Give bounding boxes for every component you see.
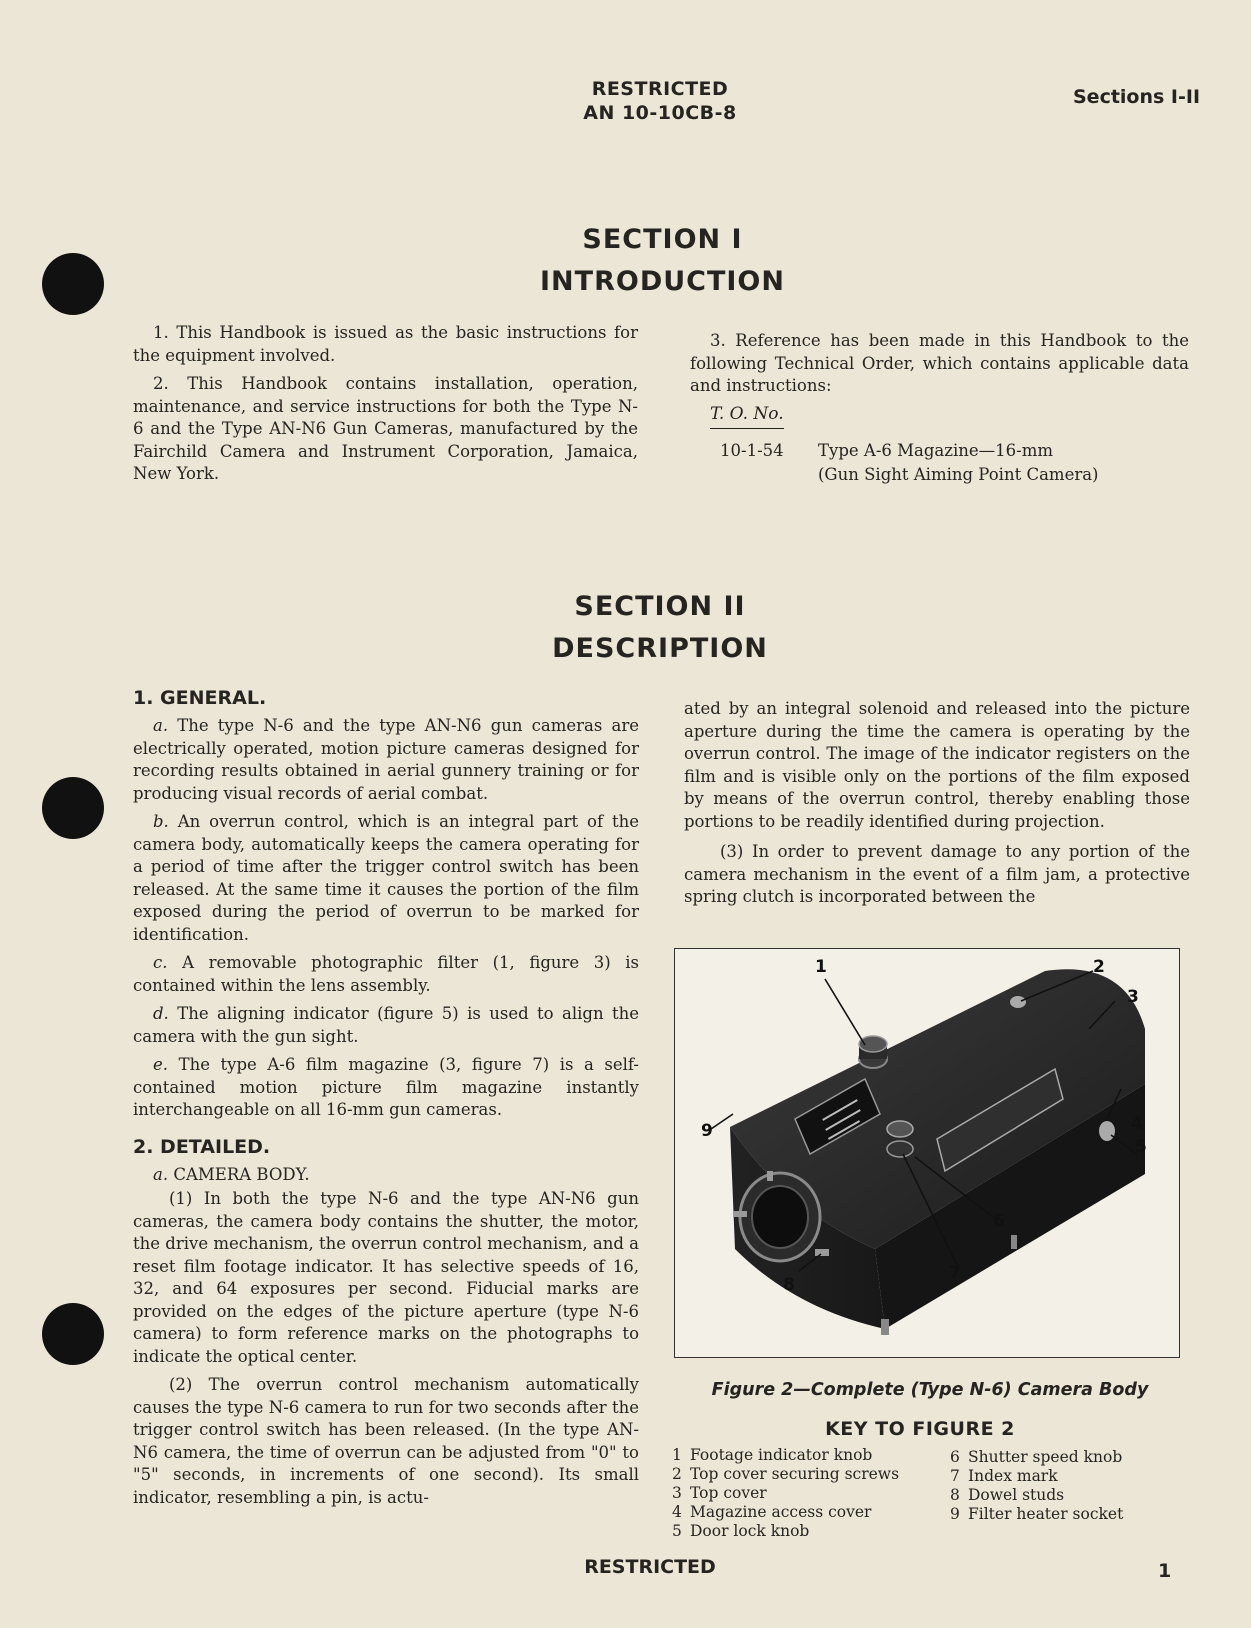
section1-left-column (133, 322, 638, 492)
header-restricted: RESTRICTED (591, 78, 729, 100)
binder-hole-middle (42, 777, 104, 839)
section2-title: DESCRIPTION (552, 633, 768, 664)
callout-9: 9 (701, 1121, 713, 1141)
camera-body-illustration (675, 949, 1179, 1357)
header-doc-number: AN 10-10CB-8 (583, 102, 737, 124)
binder-hole-bottom (42, 1303, 104, 1365)
callout-4: 4 (1131, 1114, 1143, 1134)
section1-title: INTRODUCTION (540, 266, 785, 297)
key-item-9: 9 Filter heater socket (950, 1505, 1124, 1523)
general-heading: 1. GENERAL. (133, 687, 267, 709)
detailed-a1: (1) In both the type N-6 and the type AN-N6 gun cameras, the camera body contains the shutter, the motor, the drive mechanism, the overrun control mechanism, and a reset film footage indicator. It has selective speeds of 16, 32, and 64 exposures per second. Fiducial marks are provided on the edges of the picture aperture (type N-6 camera) to form reference marks on the photographs to indicate the optical center. (133, 1189, 640, 1366)
to-table (690, 404, 1189, 487)
to-header: T. O. No. (710, 404, 784, 429)
detailed-a2-cont: ated by an integral solenoid and released into the picture aperture during the time the camera is operating by the overrun control. The image of the indicator registers on the film and is visible only on the portions of the film exposed by means of the overrun control, thereby enabling those portions to be readily identified during projection. (684, 699, 1190, 831)
general-d: d. The aligning indicator (figure 5) is used to align the camera with the gun sight. (133, 1004, 639, 1046)
section2-heading: SECTION II (574, 591, 746, 622)
to-number: 10-1-54 (720, 440, 784, 460)
section1-para2: 2. This Handbook contains installation, operation, maintenance, and service instructions for both the Type N-6 and the Type AN-N6 Gun Cameras, manufactured by the Fairchild Camera and Instrument Corporation, Jamaica, New York. (133, 374, 638, 483)
to-desc-line2: (Gun Sight Aiming Point Camera) (818, 464, 1099, 484)
camera-body-photo (674, 948, 1180, 1358)
key-item-3: 3 Top cover (672, 1484, 767, 1502)
key-title: KEY TO FIGURE 2 (825, 1418, 1015, 1440)
callout-6: 6 (993, 1211, 1005, 1231)
to-desc-line1: Type A-6 Magazine—16-mm (818, 440, 1053, 460)
detailed-heading: 2. DETAILED. (133, 1135, 271, 1158)
general-b: b. An overrun control, which is an integral part of the camera body, automatically keeps the camera operating for a period of time after the trigger control switch has been released. At the same time it causes the portion of the film exposed during the period of overrun to be marked for identification. (133, 812, 639, 944)
header-sections-label: Sections I-II (1073, 86, 1201, 108)
detailed-a: a. CAMERA BODY. (153, 1164, 310, 1184)
binder-hole-top (42, 253, 104, 315)
key-item-8: 8 Dowel studs (950, 1486, 1065, 1504)
detailed-a3: (3) In order to prevent damage to any portion of the camera mechanism in the event of a film jam, a protective spring clutch is incorporated between the (684, 842, 1190, 906)
key-left-list (672, 1446, 899, 1541)
figure-caption: Figure 2—Complete (Type N-6) Camera Body (711, 1380, 1149, 1400)
section1-right-column (690, 330, 1189, 487)
callout-1: 1 (815, 957, 827, 977)
section1-heading: SECTION I (582, 224, 743, 255)
callout-5: 5 (1135, 1137, 1147, 1157)
key-item-7: 7 Index mark (950, 1467, 1058, 1485)
section2-left-column (133, 687, 639, 1515)
section1-para1: 1. This Handbook is issued as the basic instructions for the equipment involved. (133, 323, 638, 365)
general-c: c. A removable photographic filter (1, figure 3) is contained within the lens assembly. (133, 953, 640, 995)
callout-8: 8 (783, 1275, 795, 1295)
key-item-5: 5 Door lock knob (672, 1522, 810, 1540)
key-item-1: 1 Footage indicator knob (672, 1446, 873, 1464)
key-item-6: 6 Shutter speed knob (950, 1448, 1123, 1466)
general-e: e. The type A-6 film magazine (3, figure 7) is a self-contained motion picture film magazine instantly interchangeable on all 16-mm gun cameras. (133, 1055, 639, 1119)
section1-para3: 3. Reference has been made in this Handbook to the following Technical Order, which contains applicable data and instructions: (690, 331, 1189, 395)
detailed-a2-start: (2) The overrun control mechanism automatically causes the type N-6 camera to run for two seconds after the trigger control switch has been released. (In the type AN-N6 camera, the time of overrun can be adjusted from "0" to "5" seconds, in increments of one second). Its small indicator, resembling a pin, is actu- (133, 1375, 639, 1507)
callout-3: 3 (1127, 987, 1139, 1007)
callout-7: 7 (949, 1263, 961, 1283)
key-right-list (950, 1448, 1123, 1524)
key-item-4: 4 Magazine access cover (672, 1503, 872, 1521)
section2-right-column (684, 698, 1190, 915)
key-item-2: 2 Top cover securing screws (672, 1465, 900, 1483)
callout-2: 2 (1093, 957, 1105, 977)
footer-restricted: RESTRICTED (584, 1556, 716, 1578)
footer-page-number: 1 (1158, 1560, 1172, 1582)
general-a: a. The type N-6 and the type AN-N6 gun cameras are electrically operated, motion picture cameras designed for recording results obtained in aerial gunnery training or for producing visual records of aerial combat. (133, 716, 639, 803)
